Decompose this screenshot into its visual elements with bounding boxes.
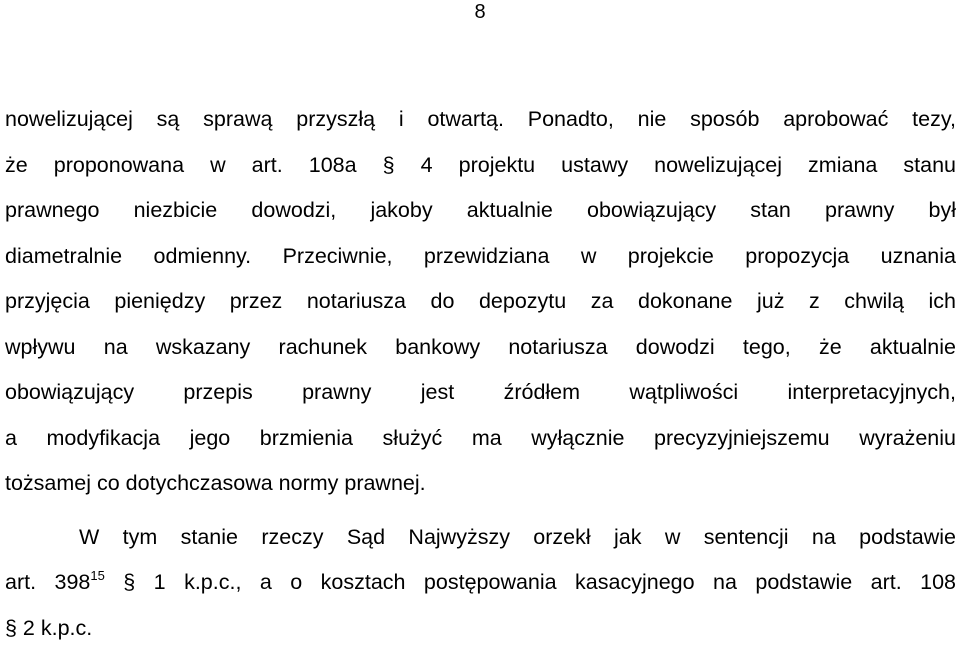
document-body <box>5 97 956 651</box>
text-line: tożsamej co dotychczasowa normy prawnej. <box>5 461 956 507</box>
text-line: a modyfikacja jego brzmienia służyć ma wyłącznie precyzyjniejszemu wyrażeniu <box>5 416 956 462</box>
text-line: przyjęcia pieniędzy przez notariusza do depozytu za dokonane już z chwilą ich <box>5 279 956 325</box>
text-line: wpływu na wskazany rachunek bankowy notariusza dowodzi tego, że aktualnie <box>5 325 956 371</box>
page-number: 8 <box>0 0 960 24</box>
text-line: § 2 k.p.c. <box>5 606 956 651</box>
text-line: diametralnie odmienny. Przeciwnie, przewidziana w projekcie propozycja uznania <box>5 234 956 280</box>
text-segment: § 1 k.p.c., a o kosztach postępowania kasacyjnego na podstawie art. 108 <box>105 570 956 594</box>
text-line: W tym stanie rzeczy Sąd Najwyższy orzekł jak w sentencji na podstawie <box>5 515 956 561</box>
text-line: obowiązujący przepis prawny jest źródłem wątpliwości interpretacyjnych, <box>5 370 956 416</box>
text-line: prawnego niezbicie dowodzi, jakoby aktualnie obowiązujący stan prawny był <box>5 188 956 234</box>
text-segment: art. 398 <box>5 570 90 594</box>
text-line: nowelizującej są sprawą przyszłą i otwartą. Ponadto, nie sposób aprobować tezy, <box>5 97 956 143</box>
paragraph-ruling <box>5 515 956 651</box>
text-line: że proponowana w art. 108a § 4 projektu ustawy nowelizującej zmiana stanu <box>5 143 956 189</box>
superscript: 15 <box>90 568 104 583</box>
text-line <box>5 560 956 606</box>
paragraph-conclusion <box>5 97 956 507</box>
